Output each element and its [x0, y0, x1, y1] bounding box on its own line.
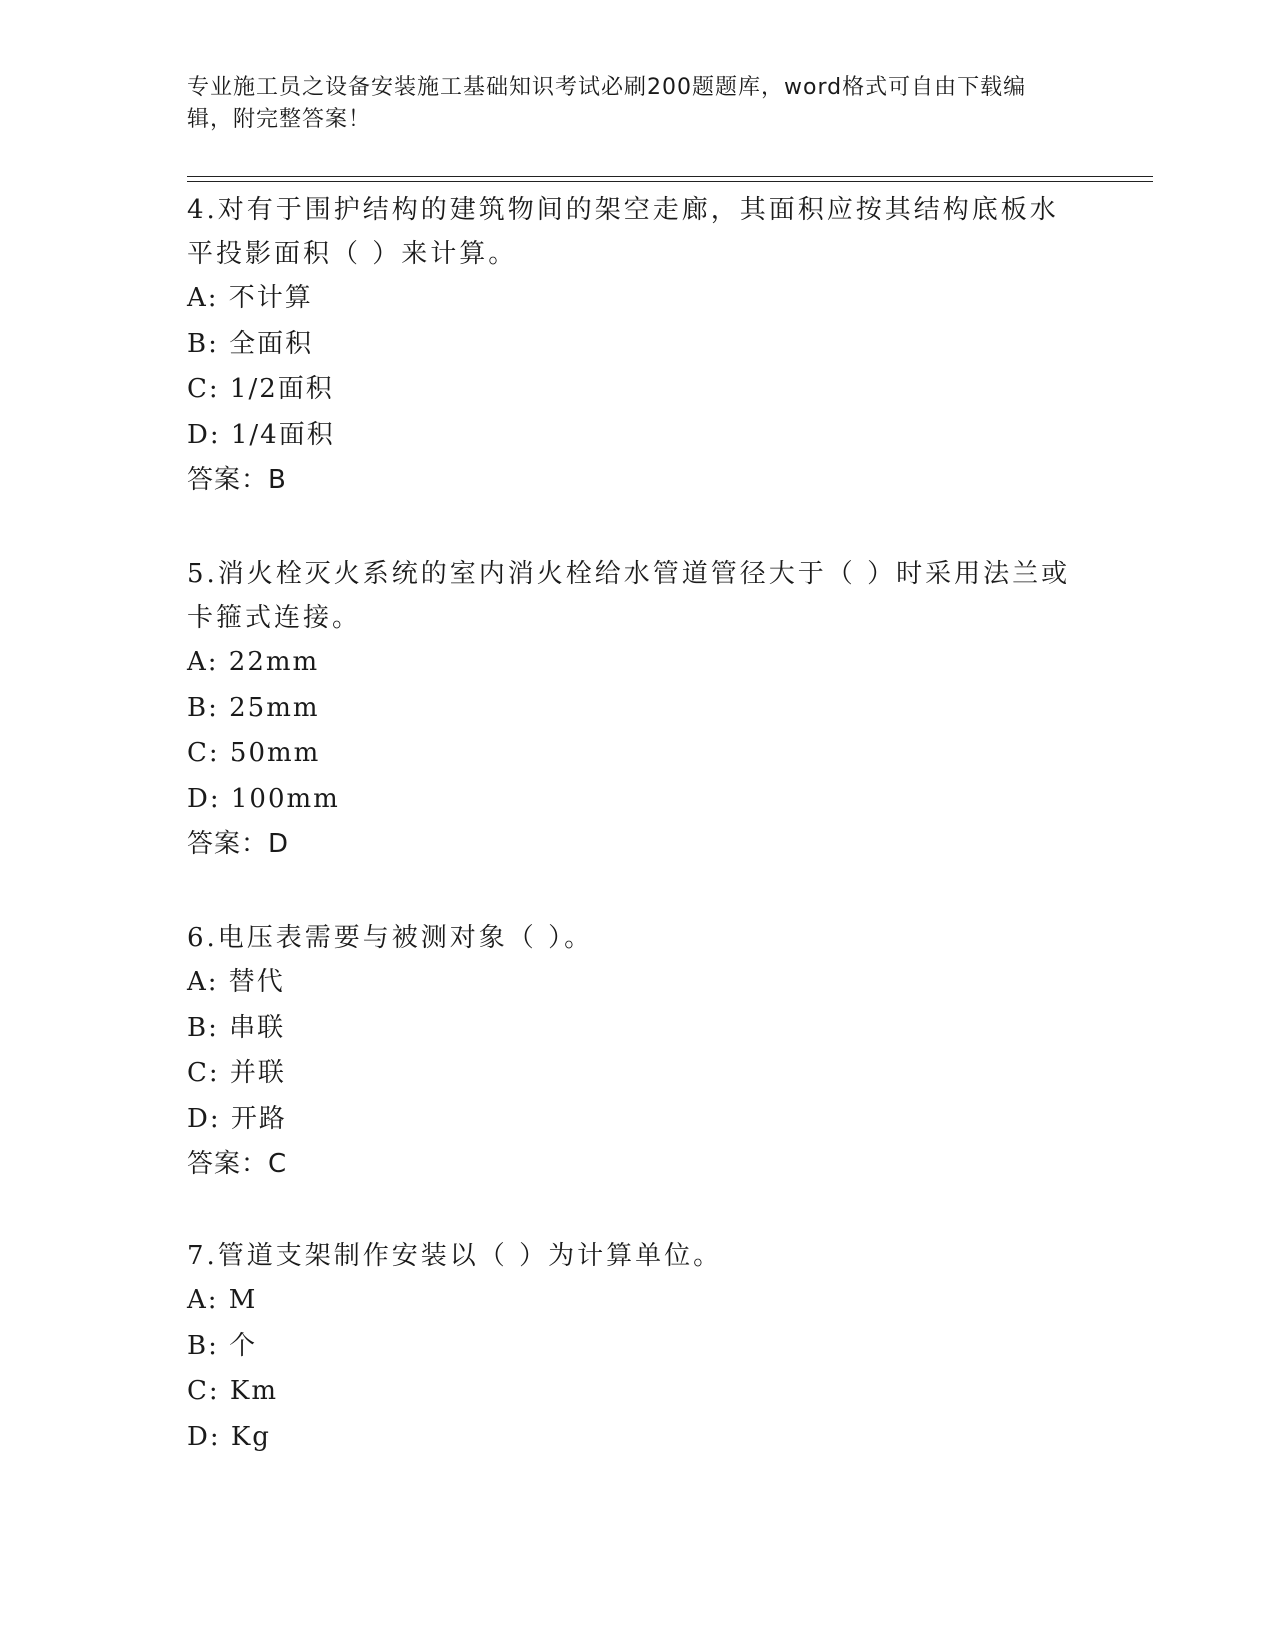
option-b: B: 全面积 — [187, 328, 314, 359]
option-c: C: 1/2面积 — [187, 374, 334, 404]
option-a: A: M — [187, 1285, 258, 1315]
answer: 答案：B — [187, 465, 287, 495]
question-6 — [187, 916, 1087, 1186]
option-d: D: Kg — [187, 1421, 271, 1452]
answer: 答案：D — [187, 829, 290, 859]
option-a: A: 不计算 — [187, 283, 313, 313]
header-divider-bottom — [187, 181, 1153, 182]
option-d: D: 1/4面积 — [187, 419, 335, 450]
option-c: C: 50mm — [187, 738, 321, 768]
option-b: B: 串联 — [187, 1012, 286, 1043]
question-4 — [187, 188, 1087, 502]
question-5 — [187, 552, 1087, 866]
option-d: D: 100mm — [187, 783, 340, 814]
header-divider-top — [187, 176, 1153, 177]
option-d: D: 开路 — [187, 1103, 287, 1134]
option-b: B: 个 — [187, 1330, 258, 1361]
option-c: C: 并联 — [187, 1058, 286, 1088]
document-header: 专业施工员之设备安装施工基础知识考试必刷200题题库，word格式可自由下载编辑，附完整答案！ — [187, 75, 1027, 132]
question-stem: 6.电压表需要与被测对象（ ）。 — [187, 923, 594, 953]
option-b: B: 25mm — [187, 692, 320, 723]
question-stem: 4.对有于围护结构的建筑物间的架空走廊，其面积应按其结构底板水平投影面积（ ）来计算。 — [187, 195, 1059, 269]
option-a: A: 22mm — [187, 647, 320, 677]
option-a: A: 替代 — [187, 967, 285, 997]
question-7 — [187, 1234, 1087, 1460]
answer: 答案：C — [187, 1149, 288, 1179]
question-stem: 7.管道支架制作安装以（ ）为计算单位。 — [187, 1241, 723, 1271]
question-stem: 5.消火栓灭火系统的室内消火栓给水管道管径大于（ ）时采用法兰或卡箍式连接。 — [187, 559, 1071, 633]
option-c: C: Km — [187, 1376, 278, 1406]
